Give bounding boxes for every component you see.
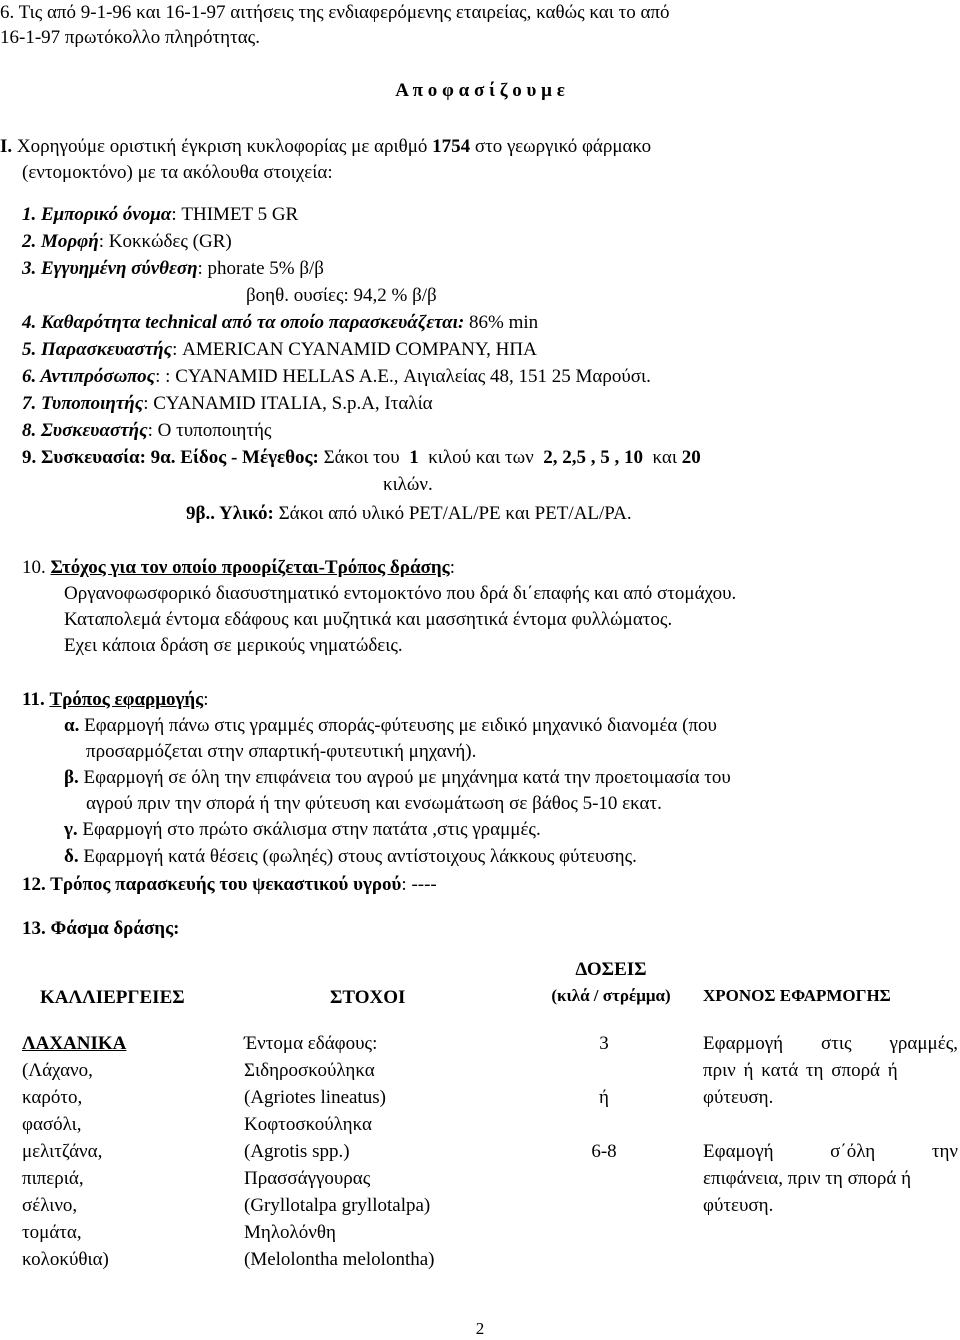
- section1-number: 1754: [432, 136, 471, 157]
- form-label: 2. Μορφή: [22, 231, 99, 252]
- manufacturer-value: : AMERICAN CYANAMID COMPANY, ΗΠΑ: [172, 339, 537, 360]
- timing2-line1: [703, 1138, 958, 1165]
- section10-line1: Οργανοφωσφορικό διασυστηματικό εντομοκτόνο που δρά δι΄επαφής και από στομάχου.: [64, 583, 737, 604]
- section1-text-b: στο γεωργικό φάρμακο: [474, 136, 652, 157]
- timing2-word: σ΄όλη: [830, 1141, 876, 1162]
- crop-item: σέλινο,: [22, 1195, 78, 1216]
- item6-line1: 6. Τις από 9-1-96 και 16-1-97 αιτήσεις της ενδιαφερόμενης εταιρείας, καθώς και το από: [0, 2, 670, 23]
- crop-item: τομάτα,: [22, 1222, 82, 1243]
- section11-d-label: δ.: [64, 846, 79, 867]
- section11-c-label: γ.: [64, 819, 78, 840]
- timing1-line2: πριν ή κατά τη σπορά ή: [703, 1060, 898, 1081]
- decision-heading: Α π ο φ α σ ί ζ ο υ μ ε: [395, 80, 565, 101]
- section10-line3: Εχει κάποια δράση σε μερικούς νηματώδεις.: [64, 635, 403, 656]
- trade-name-value: : THIMET 5 GR: [171, 204, 299, 225]
- target-item: Μηλολόνθη: [244, 1222, 336, 1243]
- packer-label: 8. Συσκευαστής: [22, 420, 148, 441]
- section11-c-text: Εφαρμογή στο πρώτο σκάλισμα στην πατάτα ,στις γραμμές.: [82, 819, 541, 840]
- section11-b-text: Εφαρμογή σε όλη την επιφάνεια του αγρού με μηχάνημα κατά την προετοιμασία του: [83, 767, 731, 788]
- table-header-targets: ΣΤΟΧΟΙ: [330, 987, 406, 1008]
- section11-colon: :: [203, 689, 209, 710]
- purity-label: 4. Καθαρότητα technical από τα οποίο παρασκευάζεται:: [22, 312, 465, 333]
- section1-text-a: Χορηγούμε οριστική έγκριση κυκλοφορίας με αριθμό: [16, 136, 428, 157]
- packaging-size-a: Σάκοι του: [323, 447, 400, 468]
- detail-packaging: [22, 447, 701, 469]
- section11-label: 11.: [22, 689, 45, 710]
- target-item: (Melolontha melolontha): [244, 1249, 435, 1270]
- section10-title: Στόχος για τον οποίο προορίζεται-Τρόπος δράσης: [50, 557, 450, 578]
- target-item: Σιδηροσκούληκα: [244, 1060, 375, 1081]
- detail-auxiliary: βοηθ. ουσίες: 94,2 % β/β: [246, 285, 437, 306]
- section11-d: [64, 846, 637, 868]
- packaging-size-b: κιλού και των: [428, 447, 534, 468]
- packaging-size-label: Είδος - Μέγεθος:: [180, 447, 319, 468]
- target-item: (Agriotes lineatus): [244, 1087, 386, 1108]
- section12: [22, 874, 437, 896]
- section10-colon: :: [449, 557, 455, 578]
- target-item: (Agrotis spp.): [244, 1141, 350, 1162]
- purity-value: 86% min: [469, 312, 539, 333]
- section10-line2: Καταπολεμά έντομα εδάφους και μυζητικά και μασσητικά έντομα φυλλώματος.: [64, 609, 673, 630]
- section13-title: Φάσμα δράσης:: [50, 918, 180, 939]
- section1-numeral: I.: [0, 136, 13, 157]
- section11-a-label: α.: [64, 715, 80, 736]
- section12-label: 12. Τρόπος παρασκευής του ψεκαστικού υγρού: [22, 874, 402, 895]
- target-item: (Gryllotalpa gryllotalpa): [244, 1195, 431, 1216]
- target-item: Πρασσάγγουρας: [244, 1168, 371, 1189]
- crop-item: πιπεριά,: [22, 1168, 84, 1189]
- timing2-line2: επιφάνεια, πριν τη σπορά ή: [703, 1168, 912, 1189]
- timing2-word: την: [931, 1141, 958, 1162]
- section11-a: [64, 715, 717, 737]
- detail-formulator: [22, 393, 433, 415]
- item6-line2: 16-1-97 πρωτόκολλο πληρότητας.: [0, 27, 260, 48]
- timing2-line3: φύτευση.: [703, 1195, 774, 1216]
- page-number: 2: [475, 1319, 485, 1338]
- material-label: 9β.. Υλικό:: [186, 503, 274, 524]
- crop-item: μελιτζάνα,: [22, 1141, 103, 1162]
- section11-b-label: β.: [64, 767, 79, 788]
- packaging-label: 9. Συσκευασία: 9α.: [22, 447, 176, 468]
- section13: [22, 918, 179, 940]
- timing1-line1: [703, 1030, 958, 1057]
- section13-label: 13.: [22, 918, 46, 939]
- section11-title: Τρόπος εφαρμογής: [49, 689, 204, 710]
- formulator-label: 7. Τυποποιητής: [22, 393, 144, 414]
- section10-heading: [22, 557, 455, 579]
- section1-line1: [0, 136, 651, 158]
- target-item: Έντομα εδάφους:: [244, 1033, 378, 1054]
- section11-a-text: Εφαρμογή πάνω στις γραμμές σποράς-φύτευσης με ειδικό μηχανικό διανομέα (που: [84, 715, 717, 736]
- timing2-word: Εφαμογή: [703, 1141, 774, 1162]
- section11-a-line2: προσαρμόζεται στην σπαρτική-φυτευτική μηχανή).: [86, 741, 477, 762]
- packaging-size-c: και: [652, 447, 677, 468]
- timing1-word: στις: [821, 1033, 852, 1054]
- composition-value: : phorate 5% β/β: [197, 258, 324, 279]
- crop-item: φασόλι,: [22, 1114, 82, 1135]
- representative-value: : : CYANAMID HELLAS A.E., Αιγιαλείας 48, 151 25 Μαρούσι.: [155, 366, 651, 387]
- dose-or: ή: [599, 1087, 609, 1108]
- section11-b: [64, 767, 731, 789]
- formulator-value: : CYANAMID ITALIA, S.p.A, Ιταλία: [143, 393, 433, 414]
- table-header-crops: ΚΑΛΛΙΕΡΓΕΙΕΣ: [40, 987, 185, 1008]
- crop-group: ΛΑΧΑΝΙΚΑ: [22, 1033, 127, 1054]
- form-value: : Κοκκώδες (GR): [98, 231, 232, 252]
- dose-second: 6-8: [591, 1141, 617, 1162]
- section11-heading: [22, 689, 208, 711]
- crop-item: καρότο,: [22, 1087, 83, 1108]
- target-item: Κοφτοσκούληκα: [244, 1114, 372, 1135]
- table-header-timing: ΧΡΟΝΟΣ ΕΦΑΡΜΟΓΗΣ: [703, 986, 891, 1005]
- packaging-n2: 2, 2,5 , 5 , 10: [543, 447, 643, 468]
- crop-item: κολοκύθια): [22, 1249, 109, 1270]
- section12-value: : ----: [401, 874, 437, 895]
- composition-label: 3. Εγγυημένη σύνθεση: [22, 258, 198, 279]
- packaging-material: [186, 503, 632, 525]
- crop-item: (Λάχανο,: [22, 1060, 93, 1081]
- section11-c: [64, 819, 541, 841]
- timing1-line3: φύτευση.: [703, 1087, 774, 1108]
- packer-value: : Ο τυποποιητής: [147, 420, 272, 441]
- timing1-word: γραμμές,: [889, 1033, 958, 1054]
- detail-representative: [22, 366, 651, 388]
- section10-label: 10.: [22, 557, 46, 578]
- table-header-doses: ΔΟΣΕΙΣ: [575, 959, 647, 980]
- dose-first: 3: [599, 1033, 609, 1054]
- manufacturer-label: 5. Παρασκευαστής: [22, 339, 173, 360]
- detail-form: [22, 231, 232, 253]
- representative-label: 6. Αντιπρόσωπος: [22, 366, 156, 387]
- detail-manufacturer: [22, 339, 537, 361]
- packaging-line2: κιλών.: [383, 474, 433, 495]
- packaging-n1: 1: [409, 447, 419, 468]
- detail-trade-name: [22, 204, 298, 226]
- section11-b-line2: αγρού πριν την σπορά ή την φύτευση και ενσωμάτωση σε βάθος 5-10 εκατ.: [86, 793, 662, 814]
- material-value: Σάκοι από υλικό PET/AL/PE και PET/AL/PA.: [278, 503, 632, 524]
- table-header-doses-unit: (κιλά / στρέμμα): [551, 986, 671, 1005]
- timing1-word: Εφαρμογή: [703, 1033, 784, 1054]
- section11-d-text: Εφαρμογή κατά θέσεις (φωληές) στους αντίστοιχους λάκκους φύτευσης.: [83, 846, 637, 867]
- detail-composition: [22, 258, 324, 280]
- detail-purity: [22, 312, 538, 334]
- packaging-n3: 20: [681, 447, 701, 468]
- section1-line2: (εντομοκτόνο) με τα ακόλουθα στοιχεία:: [22, 162, 333, 183]
- trade-name-label: 1. Εμπορικό όνομα: [22, 204, 172, 225]
- detail-packer: [22, 420, 271, 442]
